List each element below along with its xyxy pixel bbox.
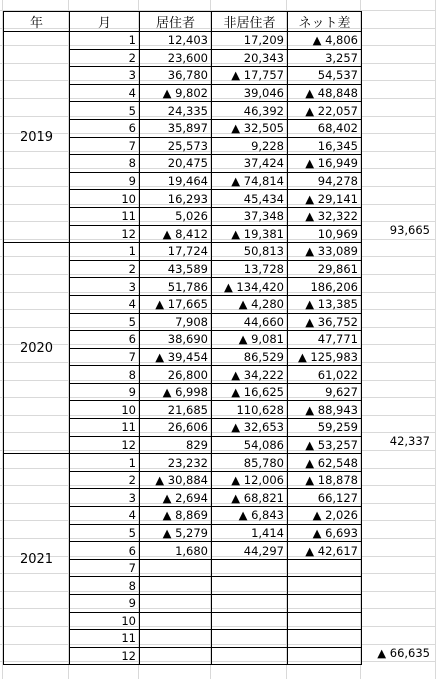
nonresident-cell[interactable]: 85,780	[212, 454, 288, 472]
net-cell[interactable]: 10,969	[288, 225, 362, 243]
net-cell[interactable]: ▲ 29,141	[288, 190, 362, 208]
net-cell[interactable]	[288, 577, 362, 595]
resident-cell[interactable]	[140, 559, 212, 577]
net-cell[interactable]: ▲ 32,322	[288, 207, 362, 225]
resident-cell[interactable]: ▲ 8,412	[140, 225, 212, 243]
nonresident-cell[interactable]: 44,297	[212, 542, 288, 560]
month-cell[interactable]: 4	[70, 84, 140, 102]
month-cell[interactable]: 8	[70, 577, 140, 595]
capital-flow-table	[3, 11, 362, 665]
net-cell[interactable]	[288, 595, 362, 613]
resident-cell[interactable]: 26,800	[140, 366, 212, 384]
nonresident-cell[interactable]: 37,348	[212, 207, 288, 225]
nonresident-cell[interactable]: ▲ 134,420	[212, 278, 288, 296]
month-cell[interactable]: 11	[70, 419, 140, 437]
resident-cell[interactable]: 35,897	[140, 119, 212, 137]
nonresident-cell[interactable]: 54,086	[212, 436, 288, 454]
resident-cell[interactable]	[140, 595, 212, 613]
nonresident-cell[interactable]: ▲ 6,843	[212, 507, 288, 525]
net-cell[interactable]	[288, 647, 362, 665]
resident-cell[interactable]: ▲ 30,884	[140, 471, 212, 489]
nonresident-cell[interactable]: 37,424	[212, 155, 288, 173]
nonresident-cell[interactable]	[212, 577, 288, 595]
net-cell[interactable]: 66,127	[288, 489, 362, 507]
table-row	[4, 243, 362, 261]
net-cell[interactable]: ▲ 18,878	[288, 471, 362, 489]
resident-cell[interactable]: 5,026	[140, 207, 212, 225]
month-cell[interactable]: 2	[70, 49, 140, 67]
nonresident-cell[interactable]: ▲ 12,006	[212, 471, 288, 489]
net-cell[interactable]	[288, 630, 362, 648]
month-cell[interactable]: 11	[70, 630, 140, 648]
month-cell[interactable]: 5	[70, 102, 140, 120]
net-cell[interactable]: 29,861	[288, 260, 362, 278]
resident-cell[interactable]: ▲ 8,869	[140, 507, 212, 525]
month-cell[interactable]: 3	[70, 278, 140, 296]
resident-cell[interactable]: 24,335	[140, 102, 212, 120]
resident-cell[interactable]: ▲ 2,694	[140, 489, 212, 507]
month-cell[interactable]: 1	[70, 243, 140, 261]
header-net-difference[interactable]: ネット差	[288, 12, 362, 32]
net-cell[interactable]	[288, 612, 362, 630]
nonresident-cell[interactable]	[212, 630, 288, 648]
month-cell[interactable]: 3	[70, 489, 140, 507]
net-cell[interactable]: ▲ 88,943	[288, 401, 362, 419]
net-cell[interactable]: 54,537	[288, 67, 362, 85]
resident-cell[interactable]: 25,573	[140, 137, 212, 155]
nonresident-cell[interactable]: 110,628	[212, 401, 288, 419]
resident-cell[interactable]: 38,690	[140, 331, 212, 349]
resident-cell[interactable]: ▲ 6,998	[140, 383, 212, 401]
table-row	[4, 32, 362, 50]
net-cell[interactable]: ▲ 62,548	[288, 454, 362, 472]
nonresident-cell[interactable]: ▲ 34,222	[212, 366, 288, 384]
resident-cell[interactable]: ▲ 17,665	[140, 295, 212, 313]
month-cell[interactable]: 11	[70, 207, 140, 225]
month-cell[interactable]: 7	[70, 137, 140, 155]
resident-cell[interactable]: 36,780	[140, 67, 212, 85]
net-cell[interactable]: ▲ 13,385	[288, 295, 362, 313]
header-row	[4, 12, 362, 32]
resident-cell[interactable]	[140, 630, 212, 648]
net-cell[interactable]: ▲ 2,026	[288, 507, 362, 525]
nonresident-cell[interactable]: ▲ 32,653	[212, 419, 288, 437]
resident-cell[interactable]: 23,600	[140, 49, 212, 67]
resident-cell[interactable]: 23,232	[140, 454, 212, 472]
month-cell[interactable]: 10	[70, 401, 140, 419]
month-cell[interactable]: 7	[70, 559, 140, 577]
header-month[interactable]: 月	[70, 12, 140, 32]
month-cell[interactable]: 9	[70, 172, 140, 190]
header-resident[interactable]: 居住者	[140, 12, 212, 32]
nonresident-cell[interactable]: 45,434	[212, 190, 288, 208]
net-cell[interactable]: ▲ 36,752	[288, 313, 362, 331]
nonresident-cell[interactable]: ▲ 16,625	[212, 383, 288, 401]
resident-cell[interactable]: 1,680	[140, 542, 212, 560]
month-cell[interactable]: 8	[70, 155, 140, 173]
net-cell[interactable]: ▲ 33,089	[288, 243, 362, 261]
month-cell[interactable]: 4	[70, 295, 140, 313]
month-cell[interactable]: 2	[70, 471, 140, 489]
nonresident-cell[interactable]: 50,813	[212, 243, 288, 261]
month-cell[interactable]: 12	[70, 225, 140, 243]
resident-cell[interactable]: 17,724	[140, 243, 212, 261]
resident-cell[interactable]: 21,685	[140, 401, 212, 419]
resident-cell[interactable]: 7,908	[140, 313, 212, 331]
net-cell[interactable]: 47,771	[288, 331, 362, 349]
nonresident-cell[interactable]: 17,209	[212, 32, 288, 50]
net-cell[interactable]: ▲ 4,806	[288, 32, 362, 50]
month-cell[interactable]: 8	[70, 366, 140, 384]
month-cell[interactable]: 12	[70, 647, 140, 665]
nonresident-cell[interactable]: ▲ 9,081	[212, 331, 288, 349]
month-cell[interactable]: 7	[70, 348, 140, 366]
net-cell[interactable]: ▲ 42,617	[288, 542, 362, 560]
resident-cell[interactable]: 20,475	[140, 155, 212, 173]
table-row	[4, 454, 362, 472]
nonresident-cell[interactable]: 46,392	[212, 102, 288, 120]
year-total-value[interactable]: ▲ 66,635	[377, 645, 430, 660]
resident-cell[interactable]: 12,403	[140, 32, 212, 50]
year-total-value[interactable]: 93,665	[389, 223, 430, 238]
month-cell[interactable]: 6	[70, 542, 140, 560]
month-cell[interactable]: 6	[70, 331, 140, 349]
year-total-value[interactable]: 42,337	[389, 434, 430, 449]
month-cell[interactable]: 10	[70, 190, 140, 208]
month-cell[interactable]: 4	[70, 507, 140, 525]
month-cell[interactable]: 10	[70, 612, 140, 630]
month-cell[interactable]: 6	[70, 119, 140, 137]
net-cell[interactable]: 9,627	[288, 383, 362, 401]
net-cell[interactable]: 3,257	[288, 49, 362, 67]
month-cell[interactable]: 5	[70, 524, 140, 542]
month-cell[interactable]: 9	[70, 595, 140, 613]
net-cell[interactable]: 94,278	[288, 172, 362, 190]
net-cell[interactable]: ▲ 125,983	[288, 348, 362, 366]
net-cell[interactable]: 16,345	[288, 137, 362, 155]
resident-cell[interactable]	[140, 612, 212, 630]
resident-cell[interactable]: 51,786	[140, 278, 212, 296]
nonresident-cell[interactable]: 86,529	[212, 348, 288, 366]
net-cell[interactable]	[288, 559, 362, 577]
nonresident-cell[interactable]: ▲ 32,505	[212, 119, 288, 137]
nonresident-cell[interactable]: ▲ 68,821	[212, 489, 288, 507]
year-cell[interactable]: 2019	[4, 32, 70, 243]
header-year[interactable]: 年	[4, 12, 70, 32]
resident-cell[interactable]: ▲ 5,279	[140, 524, 212, 542]
nonresident-cell[interactable]: 20,343	[212, 49, 288, 67]
month-cell[interactable]: 3	[70, 67, 140, 85]
resident-cell[interactable]: 829	[140, 436, 212, 454]
net-cell[interactable]: 186,206	[288, 278, 362, 296]
resident-cell[interactable]	[140, 577, 212, 595]
resident-cell[interactable]: 26,606	[140, 419, 212, 437]
year-cell[interactable]: 2021	[4, 454, 70, 665]
nonresident-cell[interactable]: ▲ 17,757	[212, 67, 288, 85]
net-cell[interactable]: 68,402	[288, 119, 362, 137]
resident-cell[interactable]: ▲ 9,802	[140, 84, 212, 102]
net-cell[interactable]: 61,022	[288, 366, 362, 384]
grid-row-line	[0, 0, 436, 11]
month-cell[interactable]: 2	[70, 260, 140, 278]
resident-cell[interactable]: 16,293	[140, 190, 212, 208]
resident-cell[interactable]: 43,589	[140, 260, 212, 278]
nonresident-cell[interactable]: ▲ 4,280	[212, 295, 288, 313]
nonresident-cell[interactable]	[212, 612, 288, 630]
nonresident-cell[interactable]: ▲ 19,381	[212, 225, 288, 243]
nonresident-cell[interactable]	[212, 595, 288, 613]
resident-cell[interactable]: 19,464	[140, 172, 212, 190]
nonresident-cell[interactable]: 44,660	[212, 313, 288, 331]
month-cell[interactable]: 12	[70, 436, 140, 454]
month-cell[interactable]: 9	[70, 383, 140, 401]
nonresident-cell[interactable]: 39,046	[212, 84, 288, 102]
nonresident-cell[interactable]: 1,414	[212, 524, 288, 542]
net-cell[interactable]: ▲ 6,693	[288, 524, 362, 542]
nonresident-cell[interactable]	[212, 559, 288, 577]
resident-cell[interactable]: ▲ 39,454	[140, 348, 212, 366]
header-nonresident[interactable]: 非居住者	[212, 12, 288, 32]
resident-cell[interactable]	[140, 647, 212, 665]
month-cell[interactable]: 5	[70, 313, 140, 331]
year-cell[interactable]: 2020	[4, 243, 70, 454]
month-cell[interactable]: 1	[70, 32, 140, 50]
net-cell[interactable]: ▲ 16,949	[288, 155, 362, 173]
nonresident-cell[interactable]: 9,228	[212, 137, 288, 155]
net-cell[interactable]: 59,259	[288, 419, 362, 437]
net-cell[interactable]: ▲ 53,257	[288, 436, 362, 454]
net-cell[interactable]: ▲ 48,848	[288, 84, 362, 102]
nonresident-cell[interactable]: ▲ 74,814	[212, 172, 288, 190]
net-cell[interactable]: ▲ 22,057	[288, 102, 362, 120]
nonresident-cell[interactable]: 13,728	[212, 260, 288, 278]
month-cell[interactable]: 1	[70, 454, 140, 472]
nonresident-cell[interactable]	[212, 647, 288, 665]
